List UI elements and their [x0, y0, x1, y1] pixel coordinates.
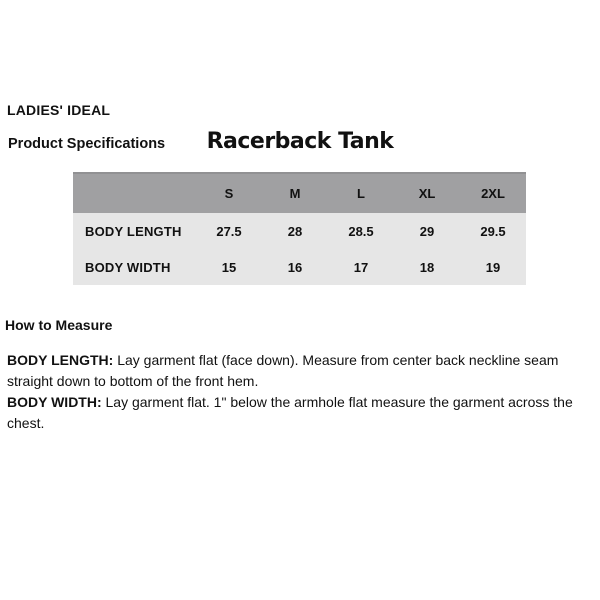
size-column-header: 2XL [460, 173, 526, 213]
measurement-value: 29.5 [460, 213, 526, 249]
instruction-body-width [7, 392, 596, 434]
section-label: Product Specifications [8, 136, 166, 152]
measurement-value: 18 [394, 249, 460, 285]
measurement-value: 15 [196, 249, 262, 285]
brand-name: LADIES' IDEAL [7, 102, 111, 118]
size-chart-table [73, 172, 526, 285]
measurement-value: 19 [460, 249, 526, 285]
measuring-instructions [7, 350, 596, 434]
instruction-label: BODY WIDTH: [7, 394, 102, 410]
measurement-value: 28.5 [328, 213, 394, 249]
size-column-header: M [262, 173, 328, 213]
measurement-value: 17 [328, 249, 394, 285]
measurement-value: 16 [262, 249, 328, 285]
size-chart-corner-cell [73, 173, 196, 213]
product-title: Racerback Tank [206, 129, 394, 154]
how-to-measure-heading: How to Measure [5, 317, 113, 333]
measurement-value: 28 [262, 213, 328, 249]
size-column-header: L [328, 173, 394, 213]
instruction-body-length [7, 350, 596, 392]
size-chart-header-row [73, 173, 526, 213]
instruction-text: Lay garment flat. 1" below the armhole flat measure the garment across the chest. [7, 394, 573, 431]
row-label: BODY WIDTH [73, 249, 196, 285]
size-column-header: XL [394, 173, 460, 213]
size-column-header: S [196, 173, 262, 213]
instruction-label: BODY LENGTH: [7, 352, 114, 368]
table-row-body-width [73, 249, 526, 285]
measurement-value: 29 [394, 213, 460, 249]
table-row-body-length [73, 213, 526, 249]
measurement-value: 27.5 [196, 213, 262, 249]
row-label: BODY LENGTH [73, 213, 196, 249]
instruction-text: Lay garment flat (face down). Measure from center back neckline seam straight down to bottom of the front hem. [7, 352, 559, 389]
